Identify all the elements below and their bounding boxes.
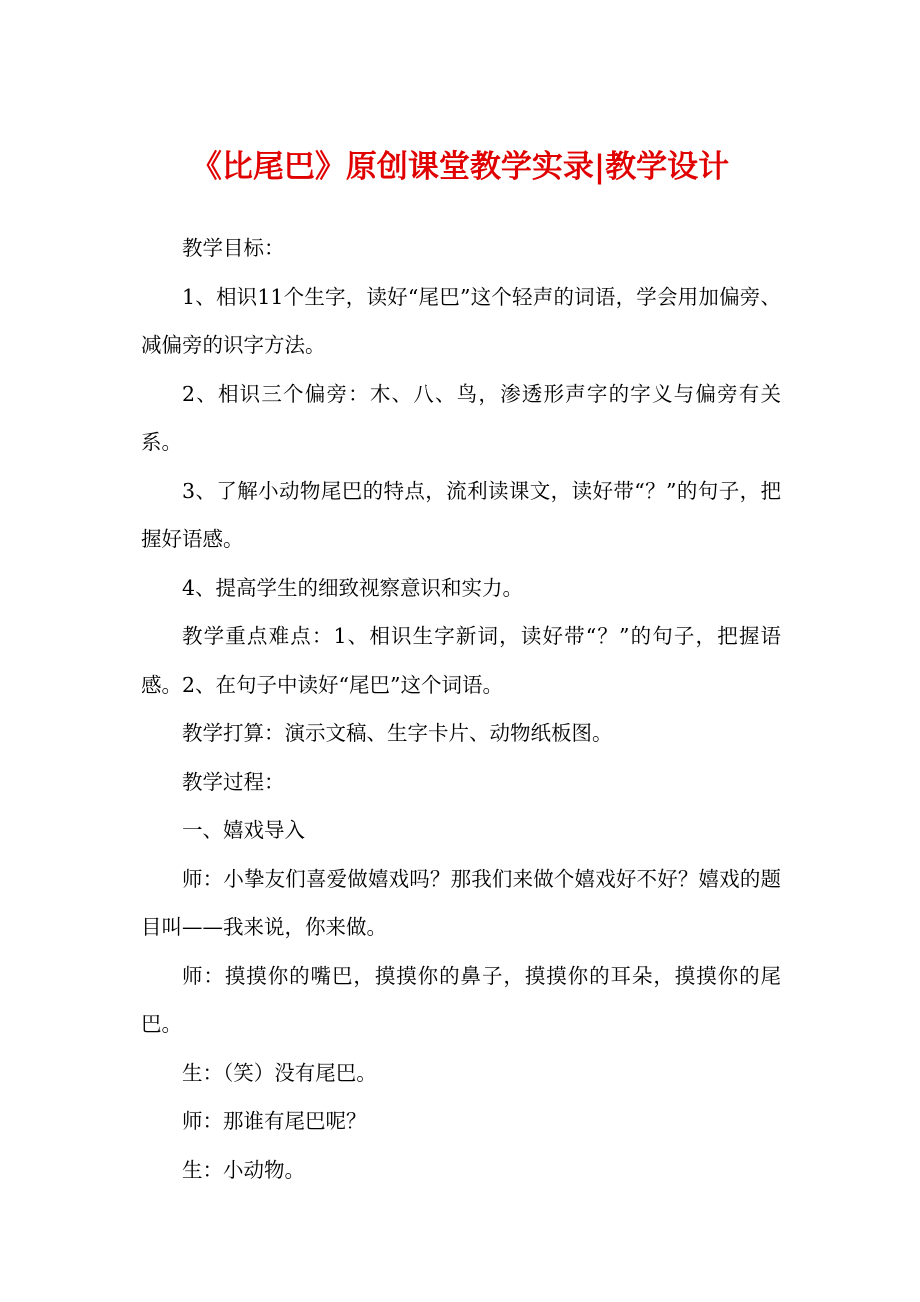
paragraph-teacher-line-1: 师：小挚友们喜爱做嬉戏吗？那我们来做个嬉戏好不好？嬉戏的题目叫——我来说，你来做。 (141, 866, 781, 939)
paragraph-objective-4: 4、提高学生的细致视察意识和实力。 (182, 575, 524, 600)
paragraph-student-line-1: 生：（笑）没有尾巴。 (182, 1060, 377, 1085)
document-title: 《比尾巴》原创课堂教学实录|教学设计 (190, 149, 730, 185)
paragraph-process-heading: 教学过程： (182, 769, 285, 794)
paragraph-key-difficulties: 教学重点难点：1、相识生字新词，读好带“？”的句子，把握语感。2、在句子中读好“尾巴”这个词语。 (141, 624, 781, 697)
paragraph-teacher-line-2: 师：摸摸你的嘴巴，摸摸你的鼻子，摸摸你的耳朵，摸摸你的尾巴。 (141, 963, 781, 1036)
paragraph-objective-1: 1、相识11个生字，读好“尾巴”这个轻声的词语，学会用加偏旁、减偏旁的识字方法。 (141, 284, 781, 357)
paragraph-preparation: 教学打算：演示文稿、生字卡片、动物纸板图。 (182, 721, 613, 745)
paragraph-teacher-line-3: 师：那谁有尾巴呢？ (182, 1109, 367, 1133)
paragraph-objectives-heading: 教学目标： (182, 236, 285, 260)
paragraph-objective-3: 3、了解小动物尾巴的特点，流利读课文，读好带“？”的句子，把握好语感。 (141, 478, 781, 551)
paragraph-objective-2: 2、相识三个偏旁：木、八、鸟，渗透形声字的字义与偏旁有关系。 (141, 381, 781, 454)
document-body (141, 224, 781, 1194)
paragraph-section-1-heading: 一、嬉戏导入 (182, 818, 305, 842)
paragraph-student-line-2: 生：小动物。 (182, 1157, 305, 1182)
